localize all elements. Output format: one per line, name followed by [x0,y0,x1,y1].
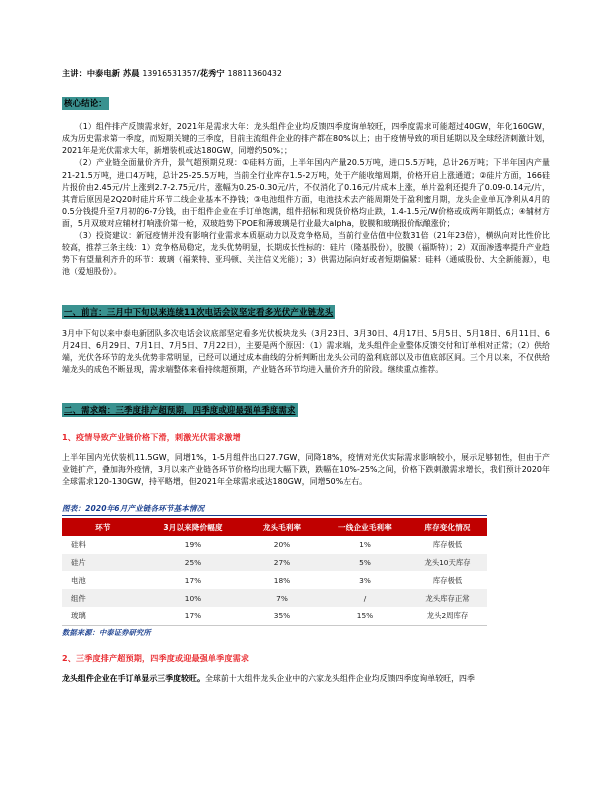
section-one-heading-wrap [62,300,550,319]
section-two-sub-two-body-rest: 全球前十大组件龙头企业中的六家龙头组件企业均反馈四季度询单较旺，四季 [204,674,475,684]
table-cell-inventory: 库存极低 [432,540,463,550]
table-row [62,589,487,607]
table-col-header-link: 环节 [62,518,144,535]
table-cell-link: 硅片 [62,554,144,572]
table-cell-leader-margin: 7% [242,589,322,607]
section-one-body: 3月中下旬以来中泰电新团队多次电话会议底部坚定看多光伏板块龙头（3月23日、3月30日、4月17日、5月5日、5月18日、6月11日、6月24日、6月29日、7月1日、7月5日、7月22日），主要是两个原因：（1）需求端，龙头组件企业整体反馈交付和订单相对正常；（2）供给端，光伏各环节的龙头优势非常明显，已经可以通过成本曲线的分析判断出龙头公司的盈利底部以及市值底部区间。三个月以来，不仅供给端龙头的成色不断显现，需求端整体来看持续超预期，产业链各环节均进入量价齐升的阶段。继续重点推荐。 [62,328,550,374]
table-cell-tier1-margin: 5% [322,554,408,572]
core-conclusion-heading-wrap [62,91,550,110]
figure-source: 数据来源：中泰证券研究所 [62,627,151,637]
section-two-sub-two-body-lead: 龙头组件企业在手订单显示三季度较旺。 [62,674,205,684]
table-col-header-price-drop: 3月以来降价幅度 [144,518,242,535]
table-cell-inventory: 龙头2周库存 [408,607,487,625]
table-cell-inventory: 库存极低 [432,575,463,585]
presenter-separator: /花秀宁 [196,68,228,78]
table-cell-link: 玻璃 [62,607,144,625]
section-two-heading: 二、需求端：三季度排产超预期，四季度或迎最强单季度需求 [62,403,298,417]
section-one-heading: 一、前言：三月中下旬以来连续11次电话会议坚定看多光伏产业链龙头 [62,305,335,319]
core-conclusion-paragraph-1: （1）组件排产反馈需求好，2021年是需求大年：龙头组件企业均反馈四季度询单较旺，四季度需求可能超过40GW，年化160GW，成为历史需求第一季度，而短期关键的三季度，目前主流组件企业的排产都在80%以上；由于疫情导致的项目延期以及全球经济刺激计划，2021年是光伏需求大年，新增装机或达180GW，同增约50%；； [62,122,550,156]
figure-caption: 图表：2020年6月产业链各环节基本情况 [62,503,487,516]
table-cell-leader-margin: 27% [242,554,322,572]
table-header-row [62,518,487,535]
table-row [62,571,487,589]
presenter-label: 主讲：中泰电新 苏晨 [62,68,143,78]
table-cell-tier1-margin: 1% [359,540,371,550]
table-row [62,554,487,572]
table-cell-price-drop: 17% [184,575,202,585]
table-col-header-tier1-margin: 一线企业毛利率 [322,518,408,535]
table-cell-link: 硅料 [71,540,86,550]
table-cell-price-drop: 10% [144,589,242,607]
presenter-phone-2: 18811360432 [227,69,282,78]
section-two-sub-two-body [62,673,550,685]
presenter-line [62,68,550,79]
section-two-sub-two-heading: 2、三季度排产超预期，四季度或迎最强单季度需求 [62,652,250,663]
table-cell-leader-margin: 18% [273,575,291,585]
table-col-header-inventory: 库存变化情况 [408,518,487,535]
table-cell-leader-margin: 35% [242,607,322,625]
table-cell-link: 组件 [62,589,144,607]
table-cell-link: 电池 [71,575,86,585]
table-body [62,536,487,625]
table-cell-price-drop: 19% [184,540,202,550]
table-row [62,536,487,554]
table-cell-leader-margin: 20% [273,540,291,550]
section-two-heading-wrap [62,398,550,417]
table-cell-inventory: 龙头库存正常 [408,589,487,607]
table-cell-price-drop: 17% [144,607,242,625]
core-conclusion-paragraph-3: （3）投资建议：新冠疫情并没有影响行业需求本质驱动力以及竞争格局，当前行业估值中位数31倍（21年23倍），横纵向对比性价比较高，推荐三条主线：1）竞争格局稳定，龙头优势明显，长期成长性标的：硅片（隆基股份），胶膜（福斯特）；2）双面渗透率提升产业趋势下有望量利齐升的环节：玻璃（福莱特、亚玛顿、关注信义光能）；3）供需边际向好或者短期偏紧：硅料（通威股份、大全新能源），电池（爱旭股份）。 [62,230,550,276]
section-two-sub-one-body: 上半年国内光伏装机11.5GW，同增1%，1-5月组件出口27.7GW，同降18%，疫情对光伏实际需求影响较小，展示足够韧性，但由于产业链扩产，叠加海外疫情，3月以来产业链各环节价格均出现大幅下跌，跌幅在10%-25%之间，价格下跌刺激需求增长，我们预计2020年全球需求120-130GW，持平略增，但2021年全球需求或达180GW，同增50%左右。 [62,453,550,487]
table-cell-tier1-margin: 15% [322,607,408,625]
table-header [62,518,487,535]
core-conclusion-paragraph-2: （2）产业链全面量价齐升，景气超预期兑现：①硅料方面，上半年国内产量20.5万吨，进口5.5万吨，总计26万吨；下半年国内产量21-21.5万吨，进口4万吨，总计25-25.5万吨，当前全行业库存1.5-2万吨，处于产能收缩周期，价格开启上涨通道；②硅片方面，166硅片报价由2.45元/片上涨到2.7-2.75元/片，涨幅为0.25-0.30元/片，不仅消化了0.16元/片成本上涨，单片盈利还提升了0.09-0.14元/片，其背后原因是2Q20时硅片环节二线企业基本不挣钱；③电池组件方面，电池技术去产能周期处于盈利蜜月期，龙头企业单瓦净利从4月的0.5分钱提升至7月初的6-7分钱，由于组件企业在手订单饱满，组件招标和现货价格均止跌，1.4-1.5元/W价格或成两年期低点；④辅材方面，5月双玻对应辅材打响涨价第一枪，双玻趋势下POE和薄玻璃是行业最大alpha，胶膜和玻璃报价酝酿涨价； [62,158,550,228]
industry-chain-table [62,518,487,625]
presenter-phone-1: 13916531357 [142,69,197,78]
table-cell-tier1-margin: / [322,589,408,607]
table-cell-tier1-margin: 3% [359,575,371,585]
table-cell-price-drop: 25% [144,554,242,572]
table-row [62,607,487,625]
core-conclusion-heading: 核心结论： [62,97,109,111]
section-two-sub-one-heading: 1、疫情导致产业链价格下滑，刺激光伏需求激增 [62,432,241,443]
table-cell-inventory: 龙头10天库存 [408,554,487,572]
table-col-header-leader-margin: 龙头毛利率 [242,518,322,535]
